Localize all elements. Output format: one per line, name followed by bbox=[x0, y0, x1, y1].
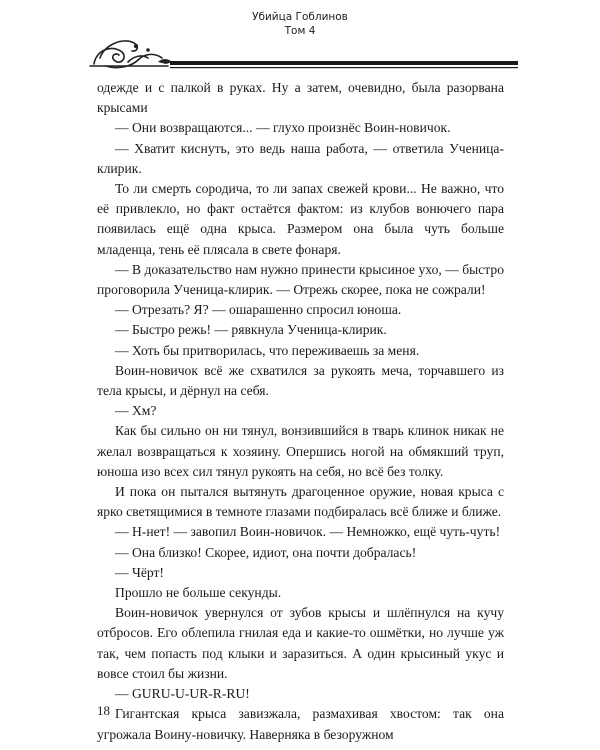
paragraph: Прошло не больше секунды. bbox=[115, 585, 282, 601]
paragraph: Воин-новичок увернулся от зубов крысы и шлёпнулся на кучу отбросов. Его облепила гнилая еда и какие-то ошмётки, но лучше уж так, чем попасть под клыки и заразиться. А один крысиный укус и вовсе стоил бы жизни. bbox=[97, 605, 504, 681]
paragraph: — Хм? bbox=[115, 403, 157, 419]
paragraph: одежде и с палкой в руках. Ну а затем, очевидно, была разорвана крысами bbox=[97, 80, 504, 116]
paragraph: Гигантская крыса завизжала, размахивая хвостом: так она угрожала Воину-новичку. Наверняка в безоружном bbox=[97, 706, 504, 742]
paragraph: Как бы сильно он ни тянул, вонзившийся в тварь клинок никак не желал возвращаться к хозяину. Опершись ногой на обмякший труп, юноша изо всех сил тянул рукоять на себя, но всё без толку. bbox=[97, 423, 504, 479]
paragraph: — GURU-U-UR-R-RU! bbox=[115, 686, 250, 702]
paragraph: То ли смерть сородича, то ли запах свежей крови... Не важно, что её привлекло, но факт остаётся фактом: из клубов вонючего пара появилась ещё одна крыса. Размером она была чуть больше младенца, тень её плясала в свете фонаря. bbox=[97, 181, 504, 257]
paragraph: — Н-нет! — завопил Воин-новичок. — Немножко, ещё чуть-чуть! bbox=[115, 524, 501, 540]
volume-label: Том 4 bbox=[284, 25, 316, 37]
header-ornament bbox=[88, 36, 518, 72]
paragraph: — Чёрт! bbox=[115, 564, 164, 580]
series-title: Убийца Гоблинов bbox=[252, 11, 348, 23]
paragraph: — Хватит киснуть, это ведь наша работа, — ответила Ученица-клирик. bbox=[97, 140, 504, 176]
paragraph: — Она близко! Скорее, идиот, она почти добралась! bbox=[115, 544, 417, 560]
paragraph: — Они возвращаются... — глухо произнёс Воин-новичок. bbox=[115, 120, 451, 136]
paragraph: — Хоть бы притворилась, что переживаешь за меня. bbox=[115, 342, 420, 358]
paragraph: — Отрезать? Я? — ошарашенно спросил юноша. bbox=[115, 302, 402, 318]
paragraph: Воин-новичок всё же схватился за рукоять меча, торчавшего из тела крысы, и дёрнул на себя. bbox=[97, 362, 504, 399]
paragraph: — Быстро режь! — рявкнула Ученица-клирик. bbox=[115, 322, 387, 338]
page-number: 18 bbox=[97, 703, 110, 718]
paragraph: И пока он пытался вытянуть драгоценное оружие, новая крыса с ярко светящимися в темноте глазами подбиралась всё ближе и ближе. bbox=[97, 484, 504, 520]
page-body bbox=[97, 78, 504, 745]
paragraph: — В доказательство нам нужно принести крысиное ухо, — быстро проговорила Ученица-клирик. — Отрежь скорее, пока не сожрали! bbox=[97, 261, 504, 298]
running-head bbox=[0, 10, 600, 38]
